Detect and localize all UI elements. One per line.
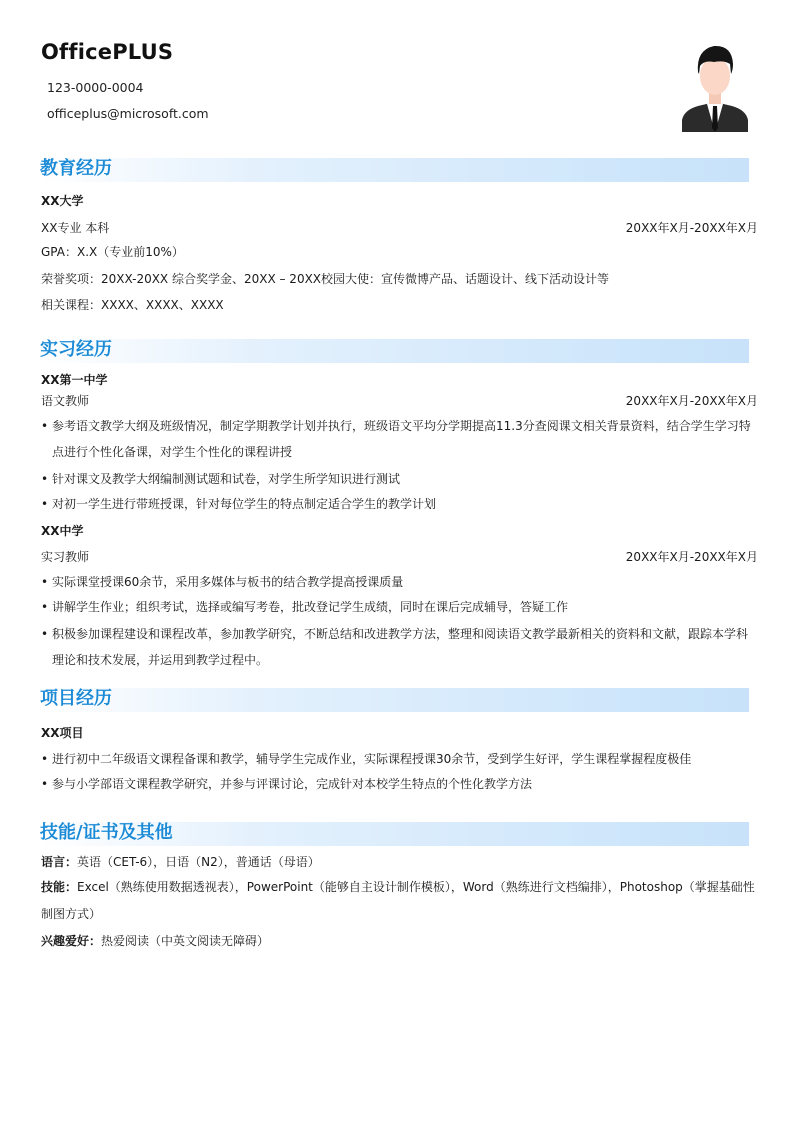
job-role: 语文教师 bbox=[41, 394, 90, 408]
bullet-icon: • bbox=[41, 627, 49, 641]
list-item-text: 进行初中二年级语文课程备课和教学，辅导学生完成作业，实际课程授课30余节，受到学生好评，学生课程掌握程度极佳 bbox=[52, 752, 692, 766]
section-skills-bar bbox=[40, 822, 749, 846]
avatar-face bbox=[700, 57, 730, 95]
section-internship-title: 实习经历 bbox=[40, 339, 112, 360]
list-item-text: 参与小学部语文课程教学研究，并参与评课讨论，完成针对本校学生特点的个性化教学方法 bbox=[52, 777, 533, 791]
education-school: XX大学 bbox=[41, 194, 84, 208]
section-skills-title: 技能/证书及其他 bbox=[40, 822, 173, 843]
skills-hobby-label: 兴趣爱好： bbox=[41, 934, 102, 948]
section-internship-bar bbox=[40, 339, 749, 363]
list-item bbox=[41, 746, 757, 772]
skills-language-value: 英语（CET-6），日语（N2），普通话（母语） bbox=[77, 855, 320, 869]
education-major: XX专业 本科 bbox=[41, 221, 110, 235]
job-date: 20XX年X月-20XX年X月 bbox=[625, 394, 758, 408]
list-item-text: 针对课文及教学大纲编制测试题和试卷，对学生所学知识进行测试 bbox=[52, 472, 401, 486]
bullet-icon: • bbox=[41, 419, 49, 433]
skills-tools-label: 技能： bbox=[41, 880, 78, 894]
skills-tools bbox=[41, 874, 757, 928]
bullet-icon: • bbox=[41, 497, 49, 511]
list-item-text: 对初一学生进行带班授课，针对每位学生的特点制定适合学生的教学计划 bbox=[52, 497, 437, 511]
job-org: XX中学 bbox=[41, 524, 84, 538]
bullet-icon: • bbox=[41, 777, 49, 791]
list-item bbox=[41, 413, 757, 465]
avatar-tie bbox=[712, 106, 718, 132]
skills-language-label: 语言： bbox=[41, 855, 78, 869]
education-date: 20XX年X月-20XX年X月 bbox=[625, 221, 758, 235]
bullet-icon: • bbox=[41, 472, 49, 486]
resume-name: OfficePLUS bbox=[41, 40, 174, 64]
list-item bbox=[41, 466, 757, 492]
bullet-icon: • bbox=[41, 600, 49, 614]
project-name: XX项目 bbox=[41, 726, 84, 740]
list-item-text: 积极参加课程建设和课程改革，参加教学研究，不断总结和改进教学方法，整理和阅读语文教学最新相关的资料和文献，跟踪本学科理论和技术发展，并运用到教学过程中。 bbox=[52, 627, 749, 667]
skills-language bbox=[41, 854, 320, 870]
phone-number: 123-0000-0004 bbox=[47, 80, 144, 95]
list-item bbox=[41, 594, 757, 620]
skills-hobby-value: 热爱阅读（中英文阅读无障碍） bbox=[101, 934, 270, 948]
job-date: 20XX年X月-20XX年X月 bbox=[625, 550, 758, 564]
list-item bbox=[41, 491, 757, 517]
skills-tools-value: Excel（熟练使用数据透视表），PowerPoint（能够自主设计制作模板），Word（熟练进行文档编排），Photoshop（掌握基础性制图方式） bbox=[41, 880, 755, 921]
bullet-icon: • bbox=[41, 575, 49, 589]
bullet-icon: • bbox=[41, 752, 49, 766]
section-project-bar bbox=[40, 688, 749, 712]
list-item-text: 实际课堂授课60余节，采用多媒体与板书的结合教学提高授课质量 bbox=[52, 575, 404, 589]
list-item bbox=[41, 569, 757, 595]
list-item-text: 参考语文教学大纲及班级情况，制定学期教学计划并执行，班级语文平均分学期提高11.3分查阅课文相关背景资料，结合学生学习特点进行个性化备课，对学生个性化的课程讲授 bbox=[52, 419, 751, 459]
education-gpa: GPA：X.X（专业前10%） bbox=[41, 245, 184, 259]
avatar bbox=[680, 40, 750, 132]
section-education-bar bbox=[40, 158, 749, 182]
job-org: XX第一中学 bbox=[41, 373, 108, 387]
section-project-title: 项目经历 bbox=[40, 688, 112, 709]
email-address: officeplus@microsoft.com bbox=[47, 106, 209, 121]
list-item-text: 讲解学生作业；组织考试，选择或编写考卷，批改登记学生成绩，同时在课后完成辅导，答疑工作 bbox=[52, 600, 569, 614]
list-item bbox=[41, 621, 757, 673]
skills-hobby bbox=[41, 933, 269, 949]
section-education-title: 教育经历 bbox=[40, 158, 112, 179]
education-honors: 荣誉奖项：20XX-20XX 综合奖学金、20XX – 20XX校园大使：宣传微博产品、话题设计、线下活动设计等 bbox=[41, 272, 610, 286]
list-item bbox=[41, 771, 757, 797]
job-role: 实习教师 bbox=[41, 550, 90, 564]
education-courses: 相关课程：XXXX、XXXX、XXXX bbox=[41, 298, 224, 312]
